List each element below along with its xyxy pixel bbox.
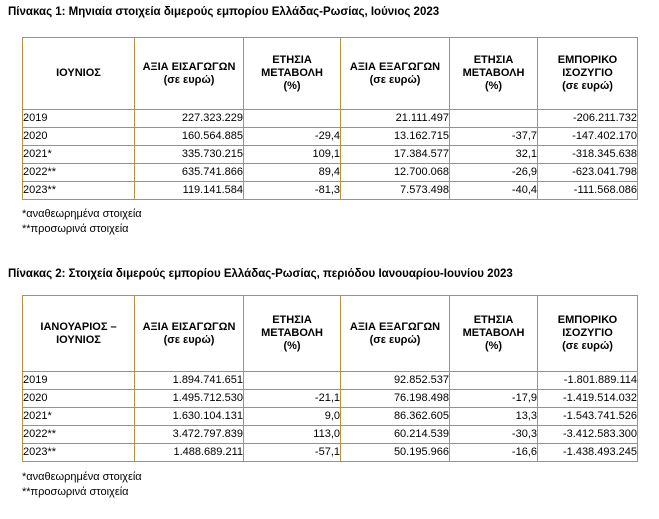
table2-title: Πίνακας 2: Στοιχεία διμερούς εμπορίου Ελλάδας-Ρωσίας, περιόδου Ιανουαρίου-Ιουνίου 2023 bbox=[8, 268, 513, 280]
table-row bbox=[23, 110, 638, 128]
table-row bbox=[23, 128, 638, 146]
imports-cell: 3.472.797.839 bbox=[135, 426, 244, 444]
table1-header-row bbox=[23, 38, 638, 110]
exports-change-cell: -30,3 bbox=[450, 426, 538, 444]
balance-cell: -1.438.493.245 bbox=[538, 444, 638, 462]
table2 bbox=[22, 295, 638, 462]
year-cell: 2019 bbox=[23, 110, 135, 128]
imports-cell: 227.323.229 bbox=[135, 110, 244, 128]
imports-change-cell bbox=[244, 110, 341, 128]
balance-cell: -623.041.798 bbox=[538, 164, 638, 182]
year-cell: 2022** bbox=[23, 426, 135, 444]
exports-change-cell: -26,9 bbox=[450, 164, 538, 182]
imports-change-cell: -57,1 bbox=[244, 444, 341, 462]
imports-cell: 160.564.885 bbox=[135, 128, 244, 146]
imports-change-cell: 9,0 bbox=[244, 408, 341, 426]
table1-header-imports-change: ΕΤΗΣΙΑ ΜΕΤΑΒΟΛΗ (%) bbox=[244, 38, 341, 110]
imports-cell: 1.894.741.651 bbox=[135, 372, 244, 390]
imports-change-cell bbox=[244, 372, 341, 390]
table-row bbox=[23, 146, 638, 164]
table2-header-row bbox=[23, 296, 638, 372]
balance-cell: -3.412.583.300 bbox=[538, 426, 638, 444]
table2-header-exports: ΑΞΙΑ ΕΞΑΓΩΓΩΝ (σε ευρώ) bbox=[341, 296, 450, 372]
balance-cell: -1.801.889.114 bbox=[538, 372, 638, 390]
exports-cell: 60.214.539 bbox=[341, 426, 450, 444]
exports-cell: 17.384.577 bbox=[341, 146, 450, 164]
imports-cell: 635.741.866 bbox=[135, 164, 244, 182]
table-row bbox=[23, 164, 638, 182]
year-cell: 2020 bbox=[23, 128, 135, 146]
note-provisional: **προσωρινά στοιχεία bbox=[22, 223, 129, 235]
exports-change-cell: -16,6 bbox=[450, 444, 538, 462]
year-cell: 2020 bbox=[23, 390, 135, 408]
exports-cell: 7.573.498 bbox=[341, 182, 450, 200]
table-row bbox=[23, 390, 638, 408]
exports-change-cell bbox=[450, 372, 538, 390]
balance-cell: -206.211.732 bbox=[538, 110, 638, 128]
table1-header-period: ΙΟΥΝΙΟΣ bbox=[23, 38, 135, 110]
exports-change-cell: 13,3 bbox=[450, 408, 538, 426]
imports-cell: 1.488.689.211 bbox=[135, 444, 244, 462]
table2-header-exports-change: ΕΤΗΣΙΑ ΜΕΤΑΒΟΛΗ (%) bbox=[450, 296, 538, 372]
table2-header-imports-change: ΕΤΗΣΙΑ ΜΕΤΑΒΟΛΗ (%) bbox=[244, 296, 341, 372]
imports-cell: 335.730.215 bbox=[135, 146, 244, 164]
table1-header-imports: ΑΞΙΑ ΕΙΣΑΓΩΓΩΝ (σε ευρώ) bbox=[135, 38, 244, 110]
year-cell: 2021* bbox=[23, 146, 135, 164]
exports-cell: 12.700.068 bbox=[341, 164, 450, 182]
balance-cell: -1.419.514.032 bbox=[538, 390, 638, 408]
imports-cell: 1.495.712.530 bbox=[135, 390, 244, 408]
exports-cell: 92.852.537 bbox=[341, 372, 450, 390]
exports-cell: 21.111.497 bbox=[341, 110, 450, 128]
table-row bbox=[23, 426, 638, 444]
imports-change-cell: 113,0 bbox=[244, 426, 341, 444]
table1-header-balance: ΕΜΠΟΡΙΚΟ ΙΣΟΖΥΓΙΟ (σε ευρώ) bbox=[538, 38, 638, 110]
imports-change-cell: -21,1 bbox=[244, 390, 341, 408]
exports-cell: 13.162.715 bbox=[341, 128, 450, 146]
exports-change-cell: -17,9 bbox=[450, 390, 538, 408]
imports-change-cell: -29,4 bbox=[244, 128, 341, 146]
table2-header-balance: ΕΜΠΟΡΙΚΟ ΙΣΟΖΥΓΙΟ (σε ευρώ) bbox=[538, 296, 638, 372]
year-cell: 2022** bbox=[23, 164, 135, 182]
table1-header-exports-change: ΕΤΗΣΙΑ ΜΕΤΑΒΟΛΗ (%) bbox=[450, 38, 538, 110]
imports-change-cell: 89,4 bbox=[244, 164, 341, 182]
balance-cell: -1.543.741.526 bbox=[538, 408, 638, 426]
note-provisional: **προσωρινά στοιχεία bbox=[22, 486, 129, 498]
table1-header-exports: ΑΞΙΑ ΕΞΑΓΩΓΩΝ (σε ευρώ) bbox=[341, 38, 450, 110]
note-revised: *αναθεωρημένα στοιχεία bbox=[22, 471, 142, 483]
table1-title: Πίνακας 1: Μηνιαία στοιχεία διμερούς εμπορίου Ελλάδας-Ρωσίας, Ιούνιος 2023 bbox=[8, 6, 440, 18]
exports-change-cell: 32,1 bbox=[450, 146, 538, 164]
table2-notes bbox=[22, 470, 142, 500]
note-revised: *αναθεωρημένα στοιχεία bbox=[22, 208, 142, 220]
table1-notes bbox=[22, 207, 142, 237]
balance-cell: -147.402.170 bbox=[538, 128, 638, 146]
exports-cell: 86.362.605 bbox=[341, 408, 450, 426]
table-row bbox=[23, 444, 638, 462]
exports-change-cell: -37,7 bbox=[450, 128, 538, 146]
table1 bbox=[22, 37, 638, 200]
year-cell: 2023** bbox=[23, 182, 135, 200]
year-cell: 2023** bbox=[23, 444, 135, 462]
table-row bbox=[23, 182, 638, 200]
balance-cell: -318.345.638 bbox=[538, 146, 638, 164]
exports-change-cell: -40,4 bbox=[450, 182, 538, 200]
exports-change-cell bbox=[450, 110, 538, 128]
imports-cell: 1.630.104.131 bbox=[135, 408, 244, 426]
table2-header-period: ΙΑΝΟΥΑΡΙΟΣ – ΙΟΥΝΙΟΣ bbox=[23, 296, 135, 372]
year-cell: 2019 bbox=[23, 372, 135, 390]
imports-change-cell: -81,3 bbox=[244, 182, 341, 200]
table-row bbox=[23, 408, 638, 426]
table2-header-imports: ΑΞΙΑ ΕΙΣΑΓΩΓΩΝ (σε ευρώ) bbox=[135, 296, 244, 372]
year-cell: 2021* bbox=[23, 408, 135, 426]
table-row bbox=[23, 372, 638, 390]
imports-cell: 119.141.584 bbox=[135, 182, 244, 200]
balance-cell: -111.568.086 bbox=[538, 182, 638, 200]
exports-cell: 50.195.966 bbox=[341, 444, 450, 462]
exports-cell: 76.198.498 bbox=[341, 390, 450, 408]
imports-change-cell: 109,1 bbox=[244, 146, 341, 164]
